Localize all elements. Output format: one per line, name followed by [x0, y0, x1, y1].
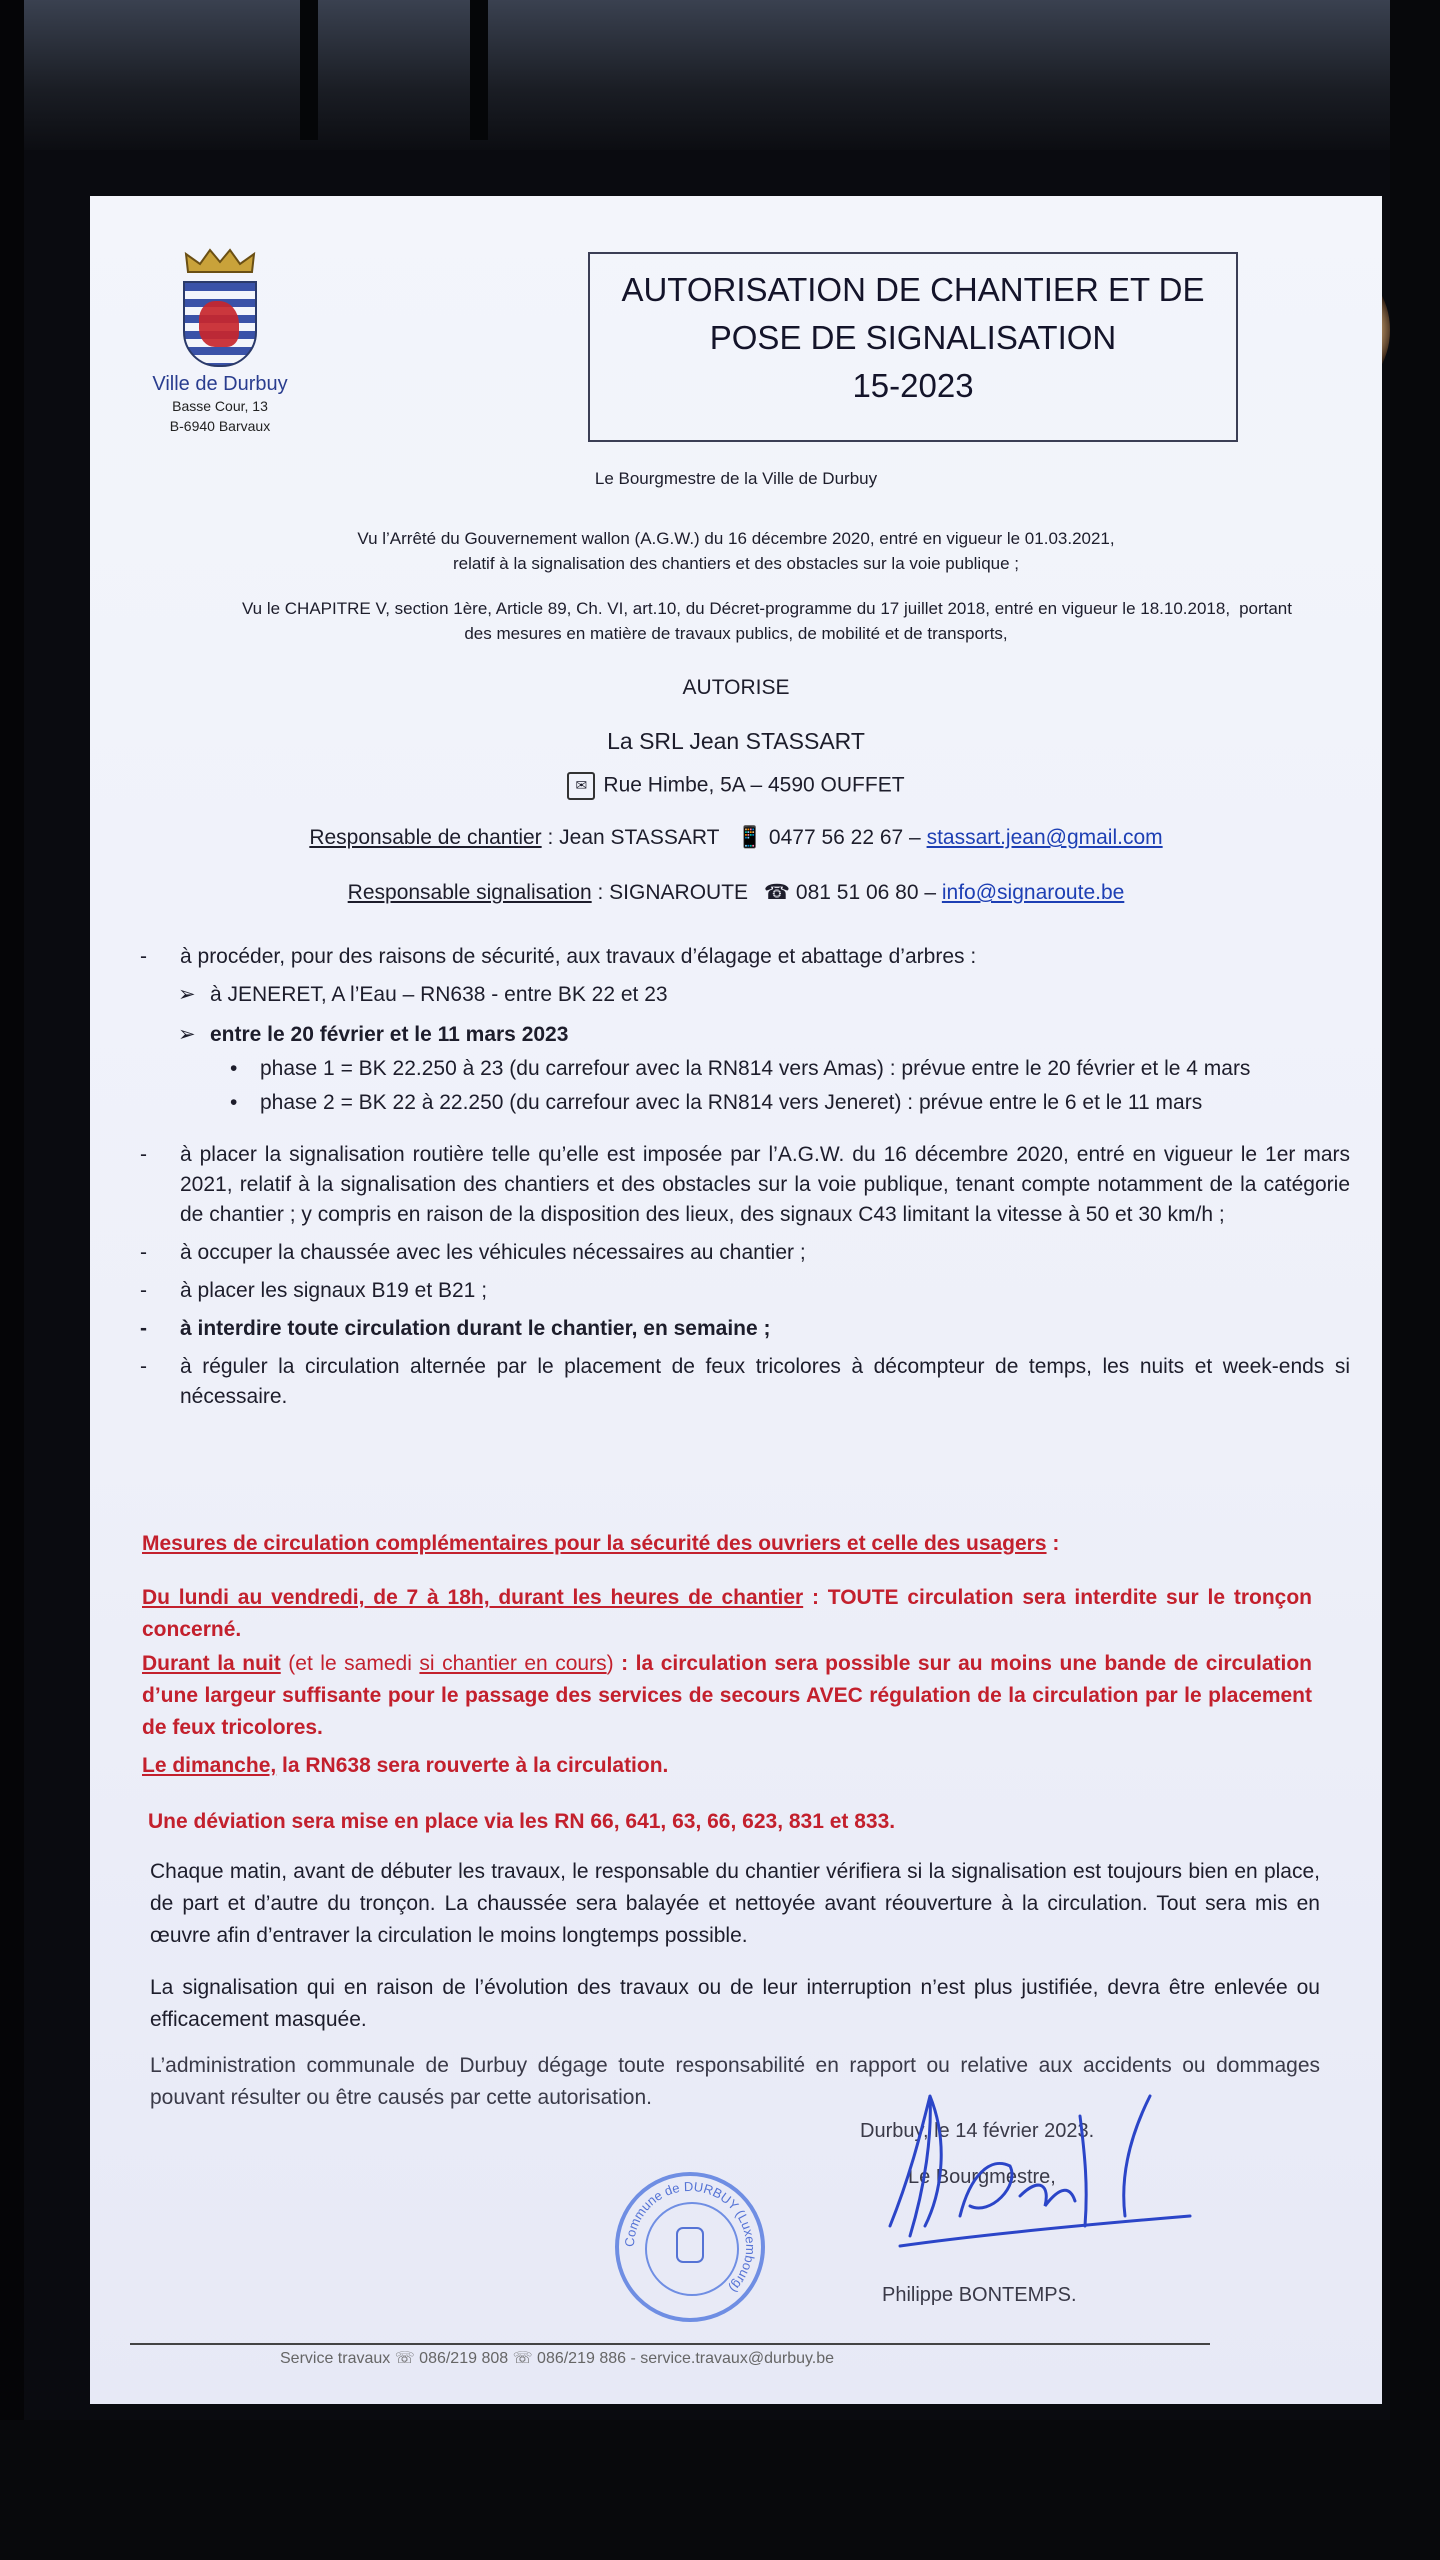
site-manager-phone: 0477 56 22 67 –: [768, 826, 921, 849]
phase-item: [140, 1054, 1350, 1084]
arrow-icon: ➢: [178, 983, 196, 1006]
item-text: à JENERET, A l’Eau – RN638 - entre BK 22 et 23: [210, 983, 668, 1006]
item-text: entre le 20 février et le 11 mars 2023: [210, 1023, 569, 1046]
list-item: - à réguler la circulation alternée par le placement de feux tricolores à décompteur de temps, les nuits et week-ends si nécessaire.: [140, 1355, 1350, 1408]
display-frame-left: [0, 0, 24, 2560]
bourgmestre-line: Le Bourgmestre de la Ville de Durbuy: [594, 469, 878, 488]
list-subitem: [140, 980, 1350, 1010]
item-text: phase 2 = BK 22 à 22.250 (du carrefour avec la RN814 vers Jeneret) : prévue entre le 6 et le 11 mars: [260, 1091, 1203, 1114]
title-line: AUTORISATION DE CHANTIER ET DE: [621, 271, 1205, 308]
window-frame: [470, 0, 488, 140]
envelope-icon: ✉: [567, 772, 595, 800]
title-line: POSE DE SIGNALISATION: [709, 319, 1117, 356]
measure-text: : TOUTE circulation sera interdite sur le tronçon concerné.: [142, 1586, 1312, 1641]
measure-label: Durant la nuit: [142, 1652, 281, 1675]
window-frame: [300, 0, 318, 140]
signature-place-date: Durbuy, le 14 février 2023.: [860, 2120, 1095, 2142]
company-address: [90, 772, 1382, 800]
item-text: à procéder, pour des raisons de sécurité, aux travaux d’élagage et abattage d’arbres :: [180, 945, 977, 968]
site-manager-name: : Jean STASSART: [541, 826, 720, 849]
heading-text: Mesures de circulation complémentaires pour la sécurité des ouvriers et celle des usagers: [142, 1532, 1047, 1555]
legal-text: Vu le CHAPITRE V, section 1ère, Article 89, Ch. VI, art.10, du Décret-programme du 17 juillet 2018, entré en vigueur le 18.10.2018,: [241, 599, 1231, 618]
handwritten-signature: [870, 2076, 1210, 2256]
authorization-list: [140, 942, 1350, 1420]
measure-label: si chantier en cours: [419, 1652, 607, 1675]
signaling-manager-email[interactable]: info@signaroute.be: [941, 881, 1125, 904]
item-text: à placer la signalisation routière telle qu’elle est imposée par l’A.G.W. du 16 décembre 2020, entré en vigueur le 1er mars 2021, relatif à la signalisation des chantiers et des obstacles sur la voie publique, tenant compte notamment de la catégorie de chantier ; y compris en raison de la disposition des lieux, des signaux C43 limitant la vitesse à 50 et 30 km/h ;: [180, 1143, 1350, 1226]
window-glass-background: [0, 0, 1440, 150]
stamp-text: Commune de DURBUY (Luxembourg): [621, 2178, 759, 2297]
legal-text: des mesures en matière de travaux publics, de mobilité et de transports,: [464, 624, 1008, 643]
signaling-manager-line: [90, 880, 1382, 905]
site-manager-email[interactable]: stassart.jean@gmail.com: [926, 826, 1163, 849]
measure-text: : la circulation sera possible sur au moins une bande de circulation d’une largeur suffisante pour le passage des services de secours AVEC régulation de la circulation par le placement de feux tricolores.: [142, 1652, 1312, 1739]
list-item: - à placer les signaux B19 et B21 ;: [140, 1279, 488, 1302]
svg-text:Commune de DURBUY (Luxembourg): [622, 2179, 758, 2296]
signature-role: Le Bourgmestre,: [908, 2166, 1056, 2188]
company-name: La SRL Jean STASSART: [607, 728, 865, 754]
measure-text: la RN638 sera rouverte à la circulation.: [276, 1754, 669, 1777]
bullet-icon: •: [230, 1057, 238, 1080]
mobile-phone-icon: 📱: [736, 826, 764, 849]
notice-sheet: [90, 196, 1382, 2404]
sunday-measure: [142, 1750, 1312, 1782]
arrow-icon: ➢: [178, 1023, 196, 1046]
signaling-manager-phone: 081 51 06 80 –: [795, 881, 937, 904]
legal-basis-decret: [90, 596, 1382, 646]
document-title-box: [588, 252, 1238, 442]
item-text: à placer les signaux B19 et B21 ;: [180, 1279, 488, 1302]
measure-text: (et le samedi: [280, 1652, 420, 1675]
list-item: - à placer la signalisation routière telle qu’elle est imposée par l’A.G.W. du 16 décembre 2020, entré en vigueur le 1er mars 2021, relatif à la signalisation des chantiers et des obstacles sur la voie publique, tenant compte notamment de la catégorie de chantier ; y compris en raison de la disposition des lieux, des signaux C43 limitant la vitesse à 50 et 30 km/h ;: [140, 1143, 1350, 1226]
legal-text: relatif à la signalisation des chantiers et des obstacles sur la voie publique ;: [452, 554, 1020, 573]
measure-label: Le dimanche,: [142, 1754, 277, 1777]
signature-name: Philippe BONTEMPS.: [882, 2284, 1077, 2306]
night-measure: [142, 1648, 1312, 1744]
legal-text: Vu l’Arrêté du Gouvernement wallon (A.G.W.) du 16 décembre 2020, entré en vigueur le 01.03.2021,: [357, 529, 1115, 548]
deviation-notice: Une déviation sera mise en place via les RN 66, 641, 63, 66, 623, 831 et 833.: [148, 1810, 896, 1833]
coat-of-arms-icon: [183, 281, 257, 367]
town-name: Ville de Durbuy: [152, 373, 288, 395]
display-frame-right: [1390, 0, 1440, 2560]
item-text: phase 1 = BK 22.250 à 23 (du carrefour avec la RN814 vers Amas) : prévue entre le 20 février et le 4 mars: [260, 1057, 1251, 1080]
town-logo-block: [110, 246, 330, 436]
list-item: - à interdire toute circulation durant le chantier, en semaine ;: [140, 1317, 771, 1340]
item-text: à interdire toute circulation durant le chantier, en semaine ;: [180, 1317, 771, 1340]
traffic-measures-heading: [142, 1528, 1312, 1560]
legal-text: portant: [1239, 599, 1292, 618]
signaling-removal-paragraph: La signalisation qui en raison de l’évolution des travaux ou de leur interruption n’est plus justifiée, devra être enlevée ou efficacement masquée.: [150, 1976, 1320, 2031]
bullet-icon: •: [230, 1091, 238, 1114]
weekday-measure: [142, 1582, 1312, 1646]
footer-contact: Service travaux ☏ 086/219 808 ☏ 086/219 886 - service.travaux@durbuy.be: [280, 2350, 835, 2367]
permit-number: 15-2023: [852, 367, 974, 404]
crown-icon: [180, 246, 260, 276]
liability-paragraph: L’administration communale de Durbuy dégage toute responsabilité en rapport ou relative aux accidents ou dommages pouvant résulter ou être causés par cette autorisation.: [150, 2054, 1320, 2109]
display-frame-bottom: [0, 2420, 1440, 2560]
list-item: - à procéder, pour des raisons de sécurité, aux travaux d’élagage et abattage d’arbres :: [140, 945, 977, 968]
official-stamp: [615, 2172, 765, 2322]
measure-text: ): [606, 1652, 614, 1675]
legal-basis-agw: [90, 526, 1382, 576]
address-text: Rue Himbe, 5A – 4590 OUFFET: [603, 773, 905, 797]
phase-item: [140, 1088, 1350, 1118]
item-text: à occuper la chaussée avec les véhicules nécessaires au chantier ;: [180, 1241, 806, 1264]
stamp-emblem-icon: [619, 2176, 761, 2318]
autorise-heading: AUTORISE: [682, 676, 790, 699]
item-text: à réguler la circulation alternée par le placement de feux tricolores à décompteur de temps, les nuits et week-ends si nécessaire.: [180, 1355, 1350, 1408]
measure-label: Du lundi au vendredi, de 7 à 18h, durant les heures de chantier: [142, 1586, 804, 1609]
list-subitem: [140, 1020, 1350, 1050]
site-manager-line: [90, 826, 1382, 850]
morning-check-paragraph: Chaque matin, avant de débuter les travaux, le responsable du chantier vérifiera si la signalisation est toujours bien en place, de part et d’autre du tronçon. La chaussée sera balayée et nettoyée avant réouverture à la circulation. Tout sera mis en œuvre afin d’entraver la circulation le moins longtemps possible.: [150, 1860, 1320, 1947]
site-manager-label: Responsable de chantier: [309, 826, 542, 849]
town-postal: B-6940 Barvaux: [169, 418, 271, 434]
signaling-manager-label: Responsable signalisation: [347, 881, 592, 904]
phone-icon: ☎: [763, 881, 791, 904]
heading-colon: :: [1046, 1532, 1060, 1555]
footer-divider: [130, 2343, 1210, 2345]
signaling-manager-name: : SIGNAROUTE: [591, 881, 749, 904]
list-item: - à occuper la chaussée avec les véhicules nécessaires au chantier ;: [140, 1241, 806, 1264]
town-street: Basse Cour, 13: [172, 398, 268, 414]
legal-row: [90, 596, 1382, 621]
